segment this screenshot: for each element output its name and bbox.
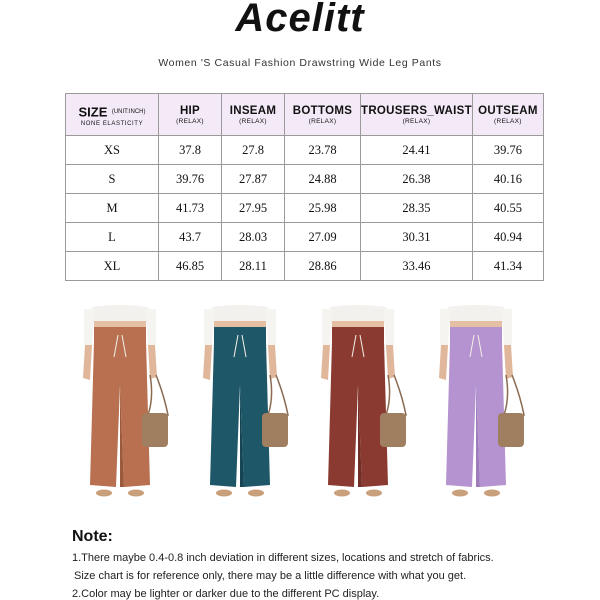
left-sandal [216,490,232,497]
table-cell: 41.73 [159,194,222,223]
table-cell: 39.76 [472,136,543,165]
table-header-row [66,94,544,136]
table-cell: 37.8 [159,136,222,165]
table-cell: 40.94 [472,223,543,252]
left-sandal [334,490,350,497]
table-cell: 26.38 [361,165,473,194]
table-cell: 41.34 [472,252,543,281]
table-row [66,136,544,165]
pants-waistband [450,327,502,342]
right-arm [504,345,513,379]
right-sleeve [146,309,156,345]
size-cell: M [66,194,159,223]
note-line: Size chart is for reference only, there may be a little difference with what you get. [74,570,467,582]
model-figure [426,305,526,510]
trousers-waist-column-header [361,94,473,136]
model-figure [70,305,170,510]
product-subtitle: Women 'S Casual Fashion Drawstring Wide Leg Pants [158,57,442,69]
left-sandal [452,490,468,497]
left-arm [83,345,92,380]
table-cell: 43.7 [159,223,222,252]
table-row [66,165,544,194]
right-sandal [248,490,264,497]
handbag [142,413,168,447]
column-header-label: OUTSEAM [478,104,538,117]
left-arm [439,345,448,380]
right-arm [268,345,277,379]
left-sleeve [322,309,332,345]
note-title: Note: [72,528,113,545]
table-cell: 28.03 [222,223,285,252]
bottoms-column-header [285,94,361,136]
hip-column-header [159,94,222,136]
table-row [66,223,544,252]
left-sleeve [84,309,94,345]
right-arm [148,345,157,379]
size-cell: S [66,165,159,194]
bag-strap [268,375,288,415]
column-header-label: TROUSERS_WAIST [361,104,472,117]
handbag [498,413,524,447]
right-sleeve [502,309,512,345]
model-photos [70,305,530,510]
column-header-label: INSEAM [229,104,277,117]
size-cell: XS [66,136,159,165]
table-row [66,252,544,281]
right-sandal [484,490,500,497]
size-header-unit: (UNIT:INCH) [111,108,146,115]
model-photo-brown [70,305,170,510]
column-header-label: BOTTOMS [292,104,353,117]
left-sandal [96,490,112,497]
pants-waistband [214,327,266,342]
column-header-sub: (RELAX) [494,117,522,125]
table-cell: 39.76 [159,165,222,194]
table-cell: 27.8 [222,136,285,165]
left-sleeve [204,309,214,345]
left-sleeve [440,309,450,345]
size-cell: L [66,223,159,252]
handbag [380,413,406,447]
table-cell: 27.09 [285,223,361,252]
right-sleeve [384,309,394,345]
right-sandal [366,490,382,497]
table-cell: 27.87 [222,165,285,194]
table-cell: 23.78 [285,136,361,165]
table-cell: 40.55 [472,194,543,223]
size-header-note: NONE ELASTICITY [80,120,144,127]
table-cell: 28.86 [285,252,361,281]
pants-waistband [94,327,146,342]
note-line: 1.There maybe 0.4-0.8 inch deviation in different sizes, locations and stretch of fabrics. [72,552,494,564]
right-arm [386,345,395,379]
model-photo-rust [308,305,408,510]
column-header-sub: (RELAX) [402,117,431,125]
bag-strap [386,375,406,415]
right-sandal [128,490,144,497]
table-cell: 40.16 [472,165,543,194]
note-line: 2.Color may be lighter or darker due to the different PC display. [72,588,380,600]
table-cell: 46.85 [159,252,222,281]
brand-logo: Acelitt [235,0,365,40]
size-column-header [66,94,159,136]
inseam-column-header [222,94,285,136]
model-photo-teal [190,305,290,510]
left-arm [203,345,212,380]
table-cell: 24.88 [285,165,361,194]
column-header-label: HIP [179,104,201,117]
outseam-column-header [472,94,543,136]
column-header-sub: (RELAX) [308,117,337,125]
left-arm [321,345,330,380]
size-cell: XL [66,252,159,281]
model-figure [308,305,408,510]
right-sleeve [266,309,276,345]
table-cell: 25.98 [285,194,361,223]
table-row [66,194,544,223]
column-header-sub: (RELAX) [176,117,204,125]
bag-strap [148,375,168,415]
table-cell: 30.31 [361,223,473,252]
model-figure [190,305,290,510]
bag-strap [504,375,524,415]
pants-waistband [332,327,384,342]
model-photo-lavender [426,305,526,510]
table-cell: 33.46 [361,252,473,281]
size-header-label: SIZE [78,103,108,119]
size-chart-table [65,93,544,281]
table-cell: 27.95 [222,194,285,223]
table-cell: 28.35 [361,194,473,223]
handbag [262,413,288,447]
table-cell: 28.11 [222,252,285,281]
column-header-sub: (RELAX) [239,117,267,125]
table-cell: 24.41 [361,136,473,165]
